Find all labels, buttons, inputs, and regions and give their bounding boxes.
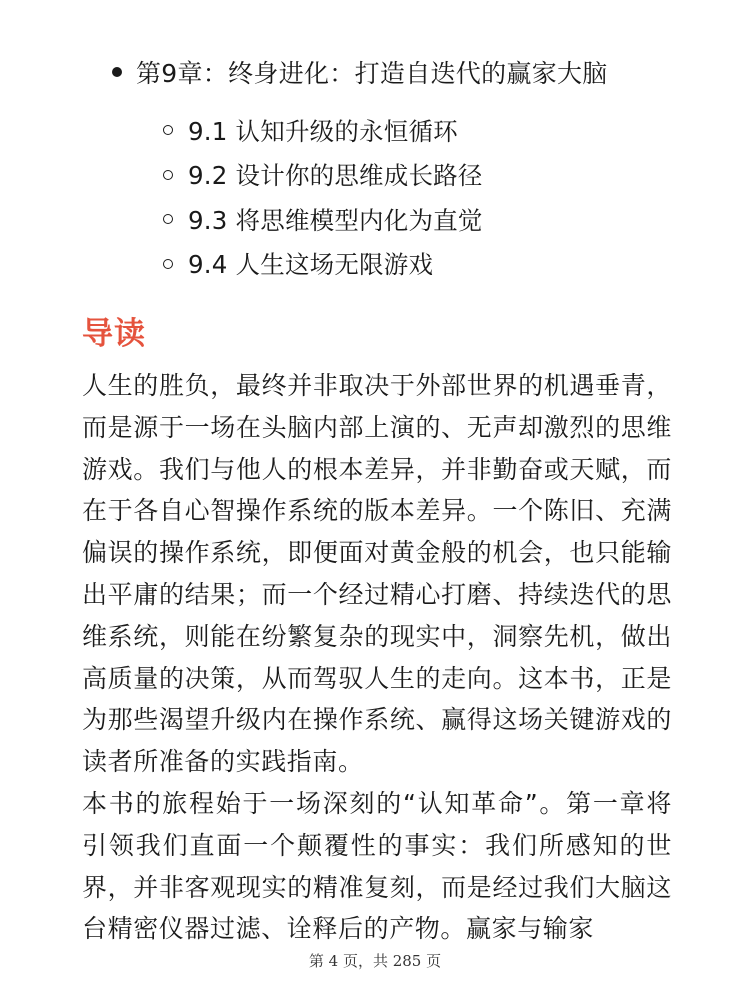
bullet-circle-icon (163, 214, 173, 224)
toc-section-item (163, 153, 483, 198)
bullet-disc-icon (112, 67, 122, 77)
toc-section-label: 9.1 认知升级的永恒循环 (188, 116, 458, 146)
toc-section-label: 9.3 将思维模型内化为直觉 (188, 205, 483, 235)
section-heading: 导读 (82, 316, 146, 352)
body-paragraph: 人生的胜负，最终并非取决于外部世界的机遇垂青，而是源于一场在头脑内部上演的、无声却激烈的思维游戏。我们与他人的根本差异，并非勤奋或天赋，而在于各自心智操作系统的版本差异。一个陈旧、充满偏误的操作系统，即便面对黄金般的机会，也只能输出平庸的结果；而一个经过精心打磨、持续迭代的思维系统，则能在纷繁复杂的现实中，洞察先机，做出高质量的决策，从而驾驭人生的走向。这本书，正是为那些渴望升级内在操作系统、赢得这场关键游戏的读者所准备的实践指南。 (82, 371, 672, 777)
toc-chapter-item (112, 52, 608, 92)
toc-section-item (163, 242, 483, 287)
bullet-circle-icon (163, 170, 173, 180)
toc-section-item (163, 197, 483, 242)
page-number-footer: 第 4 页，共 285 页 (308, 952, 442, 970)
bullet-circle-icon (163, 125, 173, 135)
toc-section-label: 9.4 人生这场无限游戏 (188, 250, 434, 280)
toc-chapter-label: 第9章：终身进化：打造自迭代的赢家大脑 (136, 59, 608, 88)
toc-section-label: 9.2 设计你的思维成长路径 (188, 161, 483, 191)
bullet-circle-icon (163, 259, 173, 269)
body-paragraph: 本书的旅程始于一场深刻的“认知革命”。第一章将引领我们直面一个颠覆性的事实：我们所感知的世界，并非客观现实的精准复刻，而是经过我们大脑这台精密仪器过滤、诠释后的产物。赢家与输家 (82, 789, 672, 944)
toc-section-list (163, 108, 483, 286)
toc-section-item (163, 108, 483, 153)
